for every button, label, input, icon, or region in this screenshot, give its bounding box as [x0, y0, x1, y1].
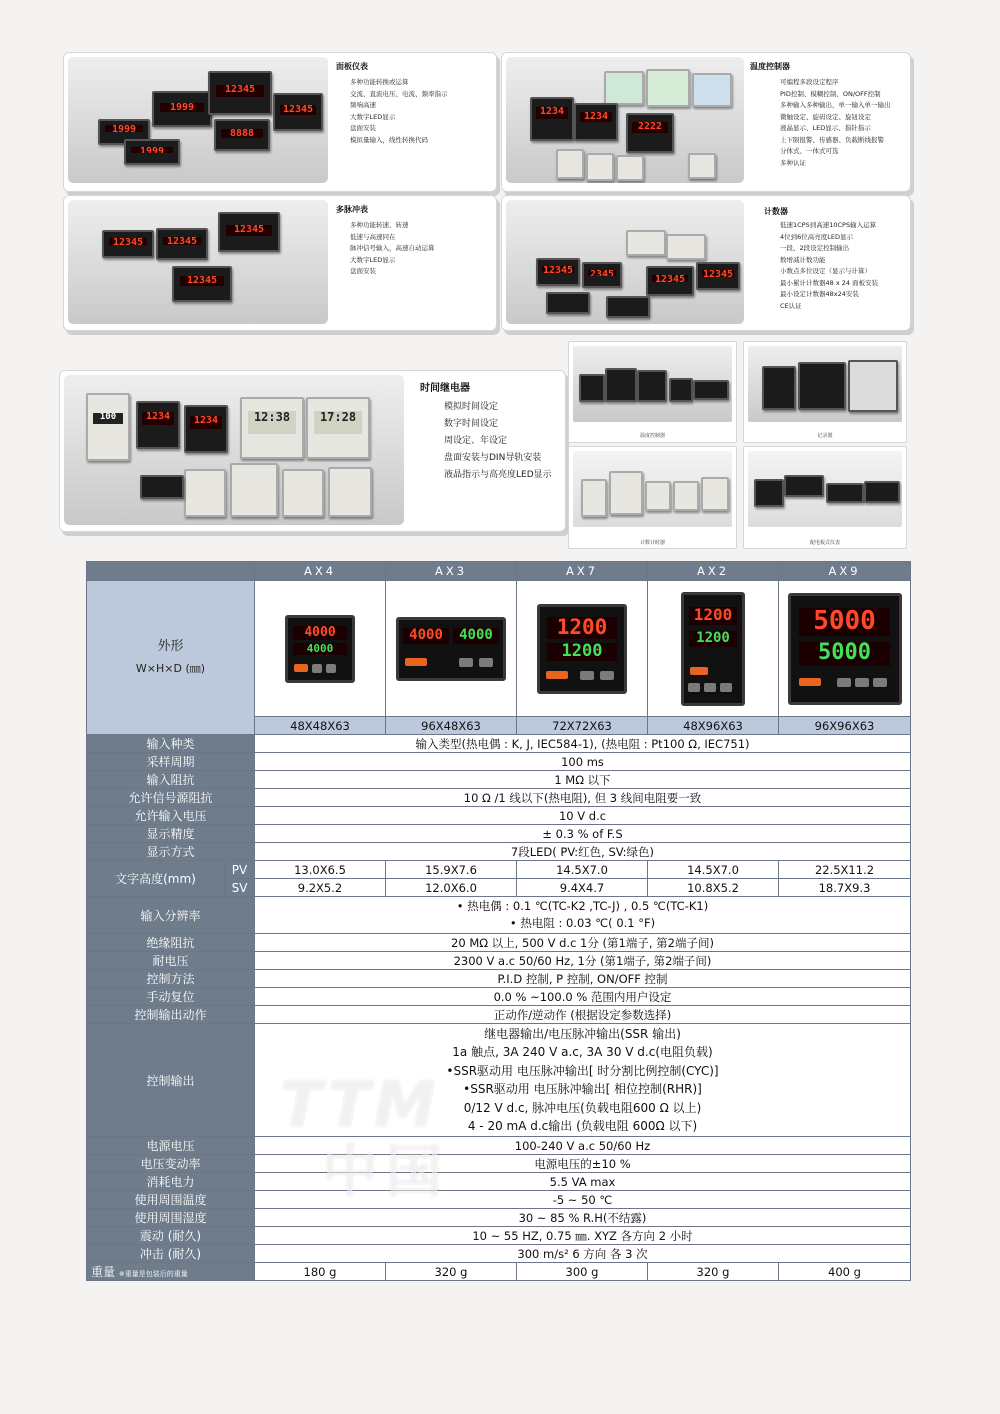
ax9-sv-display: 5000	[799, 642, 890, 666]
weight-ax2: 320 g	[648, 1263, 779, 1281]
hmi-screen	[646, 69, 690, 107]
ax4-up-button[interactable]	[326, 664, 336, 673]
resolution-line: • 热电偶 : 0.1 ℃(TC-K2 ,TC-J) , 0.5 ℃(TC-K1)	[456, 899, 709, 913]
meter-digits: 8888	[221, 129, 263, 137]
feature-line: 微触设定、旋码设定、旋钮设定	[780, 112, 871, 121]
feature-line: 周设定、年设定	[444, 436, 508, 446]
relay-device	[306, 397, 370, 459]
meter-digits: 1999	[160, 103, 205, 113]
spec-label: 使用周围湿度	[87, 1209, 255, 1227]
resolution-row	[87, 897, 911, 934]
meter-device	[152, 91, 212, 127]
counter-device	[696, 262, 740, 290]
feature-line: 数字时间设定	[444, 419, 499, 429]
feature-line: 盘面安装	[350, 267, 376, 275]
spec-row	[87, 952, 911, 970]
ax3-pv-display: 4000	[403, 628, 449, 644]
pv-height-ax3: 15.9X7.6	[386, 861, 517, 879]
spec-value: 2300 V a.c 50/60 Hz, 1分 (第1端子, 第2端子间)	[255, 952, 911, 970]
thumb-recorder	[743, 341, 907, 443]
spec-label: 震动 (耐久)	[87, 1227, 255, 1245]
spec-value: 1 MΩ 以下	[255, 771, 911, 789]
counter-device	[646, 266, 694, 296]
spec-value: 10 ~ 55 HZ, 0.75 ㎜. XYZ 各方向 2 小时	[255, 1227, 911, 1245]
ax2-down-button[interactable]	[704, 683, 716, 692]
meter-digits: 1999	[105, 125, 143, 132]
analog-timer	[230, 463, 278, 517]
multi-pulse-photo	[68, 200, 328, 324]
relay-digits: 1234	[142, 412, 174, 425]
spec-row	[87, 753, 911, 771]
pv-label: PV	[225, 861, 255, 879]
control-output-line: •SSR驱动用 电压脉冲输出[ 时分割比例控制(CYC)]	[446, 1063, 719, 1078]
pulse-device	[172, 266, 232, 302]
ax4-controller	[285, 615, 355, 683]
spec-table	[86, 561, 911, 1281]
ax7-mode-button[interactable]	[546, 671, 568, 679]
feature-line: 盘面安装与DIN导轨安装	[444, 453, 542, 463]
weight-label: 重量	[91, 1265, 116, 1279]
counter-device	[606, 296, 650, 318]
feature-line: PID控制、模糊控制、ON/OFF控制	[780, 89, 881, 98]
spec-row	[87, 1245, 911, 1263]
thumb-device	[581, 479, 607, 517]
sv-height-ax3: 12.0X6.0	[386, 879, 517, 897]
panel-meter-photo	[68, 57, 328, 183]
ax3-controller	[396, 617, 506, 681]
relay-digits: 1234	[190, 416, 222, 429]
feature-line: 最小累计计数器48 x 24 面板安装	[780, 278, 879, 287]
sv-height-ax7: 9.4X4.7	[517, 879, 648, 897]
ax4-sv-display: 4000	[293, 643, 347, 655]
spec-label: 显示方式	[87, 843, 255, 861]
counter-device	[546, 292, 590, 314]
pv-height-ax4: 13.0X6.5	[255, 861, 386, 879]
weight-ax7: 300 g	[517, 1263, 648, 1281]
spec-row	[87, 1155, 911, 1173]
weight-ax3: 320 g	[386, 1263, 517, 1281]
controller-device	[626, 113, 674, 153]
counter-device	[626, 230, 666, 256]
spec-value: 5.5 VA max	[255, 1173, 911, 1191]
multi-pulse-card	[63, 195, 497, 331]
ax9-left-button[interactable]	[837, 678, 851, 687]
control-output-value	[255, 1024, 911, 1137]
relay-lcd: 17:28	[314, 411, 362, 434]
ax7-pv-display: 1200	[547, 617, 618, 639]
thumb-photo	[573, 451, 732, 527]
char-height-pv-row	[87, 861, 911, 879]
thumb-caption: 温度控制器	[639, 433, 665, 439]
ax3-image-cell	[386, 581, 517, 717]
resolution-label: 输入分辨率	[87, 897, 255, 934]
feature-line: 多种功能转速、转速	[350, 221, 409, 229]
relay-device	[140, 475, 184, 499]
feature-line: 低速1CPS到高速10CPS输入运算	[780, 221, 877, 229]
weight-label-cell	[87, 1263, 255, 1281]
panel-meter-features	[350, 77, 448, 146]
thumb-device	[762, 366, 796, 410]
pulse-digits: 12345	[163, 237, 201, 245]
spec-label: 使用周围温度	[87, 1191, 255, 1209]
hmi-screen	[604, 71, 644, 105]
ax7-sv-display: 1200	[547, 643, 618, 661]
feature-line: 液晶显示、LED显示、指针指示	[780, 124, 871, 132]
spec-label: 允许信号源阻抗	[87, 789, 255, 807]
pulse-digits: 12345	[180, 276, 225, 286]
thumb-temp-controller	[568, 341, 737, 443]
temp-controller-title: 温度控制器	[750, 62, 790, 71]
feature-line: 液晶指示与高亮度LED显示	[444, 470, 552, 480]
multi-pulse-title: 多脉冲表	[336, 205, 368, 214]
pulse-device	[218, 212, 280, 252]
feature-line: 多种认证	[780, 158, 806, 167]
spec-value: 0.0 % ~100.0 % 范围内用户设定	[255, 988, 911, 1006]
meter-digits: 12345	[216, 85, 264, 97]
controller-digits: 1234	[536, 107, 568, 119]
counter-digits: 12345	[652, 275, 687, 283]
dial-controller	[586, 153, 614, 181]
weight-note: ※重量是包装后的重量	[118, 1270, 188, 1278]
analog-timer	[282, 469, 324, 517]
dim-ax4: 48X48X63	[255, 717, 386, 735]
outlook-sub: W×H×D (㎜)	[135, 661, 206, 675]
thumb-caption: 配电板式仪表	[809, 540, 840, 546]
spec-value: 电源电压的±10 %	[255, 1155, 911, 1173]
control-output-line: 0/12 V d.c, 脉冲电压(负载电阻600 Ω 以上)	[463, 1100, 702, 1115]
dim-ax2: 48X96X63	[648, 717, 779, 735]
spec-label: 电压变动率	[87, 1155, 255, 1173]
meter-device	[208, 71, 272, 115]
feature-line: 数增减计数功能	[780, 255, 826, 264]
spec-value: P.I.D 控制, P 控制, ON/OFF 控制	[255, 970, 911, 988]
pulse-digits: 12345	[226, 225, 272, 236]
feature-line: 多种输入多种输出，单一输入单一输出	[780, 101, 891, 109]
feature-line: 分体式、一体式可选	[780, 147, 839, 155]
thumb-device	[864, 481, 900, 503]
spec-label: 冲击 (耐久)	[87, 1245, 255, 1263]
feature-line: 大数字LED显示	[350, 255, 396, 264]
spec-row	[87, 1006, 911, 1024]
time-relay-features	[444, 399, 552, 484]
ax7-image-cell	[517, 581, 648, 717]
spec-row	[87, 807, 911, 825]
ax2-image-cell	[648, 581, 779, 717]
spec-value: 100 ms	[255, 753, 911, 771]
ax9-controller	[788, 593, 902, 705]
model-ax7: AX7	[517, 562, 648, 581]
feature-line: 低速与高速同在	[350, 232, 396, 241]
counter-digits: 12345	[542, 266, 574, 274]
pulse-device	[156, 228, 208, 260]
counter-device	[666, 234, 706, 260]
spec-label: 输入种类	[87, 735, 255, 753]
thumb-device	[848, 360, 898, 412]
thumb-device	[693, 380, 729, 400]
spec-row	[87, 771, 911, 789]
spec-label: 手动复位	[87, 988, 255, 1006]
thumb-device	[579, 374, 605, 402]
thumb-caption: 计数计时器	[639, 540, 665, 546]
control-output-line: 1a 触点, 3A 240 V a.c, 3A 30 V d.c(电阻负载)	[452, 1045, 713, 1059]
relay-lcd: 12:38	[248, 411, 296, 434]
weight-row	[87, 1263, 911, 1281]
ax4-image-cell	[255, 581, 386, 717]
feature-line: 4位到6位高亮度LED显示	[780, 232, 854, 241]
ax4-pv-display: 4000	[293, 626, 347, 640]
ax2-pv-display: 1200	[689, 607, 738, 625]
feature-line: 一段、2段设定控制输出	[780, 244, 850, 252]
feature-line: 最小设定计数器48x24安装	[780, 290, 859, 298]
thumb-device	[669, 378, 693, 402]
ax2-mode-button[interactable]	[690, 667, 708, 675]
spec-label: 采样周期	[87, 753, 255, 771]
relay-device	[184, 405, 228, 453]
panel-meter-title: 面板仪表	[336, 62, 368, 71]
time-relay-photo	[64, 375, 404, 525]
ax3-up-button[interactable]	[479, 658, 493, 667]
counter-device	[536, 258, 580, 286]
spec-value: 输入类型(热电偶 : K, J, IEC584-1), (热电阻 : Pt100 Ω, IEC751)	[255, 735, 911, 753]
feature-line: CE认证	[780, 301, 802, 310]
thumb-photo	[573, 346, 732, 422]
dial-controller	[556, 149, 584, 179]
thumb-device	[701, 477, 729, 511]
outlook-label: 外形	[157, 638, 184, 654]
dial-controller	[616, 155, 644, 181]
weight-ax9: 400 g	[779, 1263, 911, 1281]
feature-line: 模拟时间设定	[444, 402, 499, 412]
sv-height-ax4: 9.2X5.2	[255, 879, 386, 897]
model-header-row	[87, 562, 911, 581]
spec-label: 显示精度	[87, 825, 255, 843]
spec-row	[87, 1227, 911, 1245]
spec-value: 300 m/s² 6 方向 各 3 次	[255, 1245, 911, 1263]
relay-device	[136, 401, 180, 449]
ax9-mode-button[interactable]	[799, 678, 821, 686]
control-output-row	[87, 1024, 911, 1137]
counter-title: 计数器	[764, 207, 788, 216]
thumb-device	[826, 483, 864, 503]
relay-device	[86, 393, 130, 461]
panel-meter-card	[63, 52, 497, 192]
ax9-down-button[interactable]	[855, 678, 869, 687]
spec-row	[87, 970, 911, 988]
spec-label: 耐电压	[87, 952, 255, 970]
thumb-caption: 记录器	[817, 433, 833, 439]
thumb-device	[605, 368, 637, 402]
time-relay-title: 时间继电器	[420, 383, 470, 394]
meter-device	[124, 139, 180, 165]
ax3-mode-button[interactable]	[405, 658, 427, 666]
sv-height-ax9: 18.7X9.3	[779, 879, 911, 897]
thumb-device	[645, 481, 671, 511]
spec-row	[87, 1137, 911, 1155]
thumb-counter-timer	[568, 446, 737, 549]
sv-height-ax2: 10.8X5.2	[648, 879, 779, 897]
spec-value: ± 0.3 % of F.S	[255, 825, 911, 843]
ax4-down-button[interactable]	[312, 664, 322, 673]
feature-line: 小数点多位设定（显示与计算）	[780, 267, 871, 275]
feature-line: 多种功能转换或运算	[350, 78, 409, 86]
watermark-chinese: 中国	[322, 1140, 450, 1205]
ax2-controller	[681, 592, 745, 706]
model-ax2: AX2	[648, 562, 779, 581]
model-ax3: AX3	[386, 562, 517, 581]
controller-digits: 1234	[580, 112, 612, 122]
sv-label: SV	[225, 879, 255, 897]
counter-card	[501, 195, 911, 331]
temp-controller-features	[780, 77, 891, 169]
spec-value: 10 V d.c	[255, 807, 911, 825]
feature-line: 可编程多段设定程序	[780, 78, 839, 86]
feature-line: 频响高速	[350, 101, 376, 109]
ax4-mode-button[interactable]	[294, 664, 308, 672]
spec-row	[87, 934, 911, 952]
controller-device	[530, 97, 574, 141]
resolution-line: • 热电阻 : 0.03 ℃( 0.1 °F)	[509, 916, 656, 930]
controller-device	[574, 103, 618, 141]
spec-row	[87, 789, 911, 807]
feature-line: 大数字LED显示	[350, 112, 396, 121]
spec-value: 10 Ω /1 线以下(热电阻), 但 3 线间电阻要一致	[255, 789, 911, 807]
meter-device	[273, 93, 323, 131]
analog-timer	[328, 467, 372, 517]
watermark-latin: TTM	[280, 1068, 440, 1141]
weight-ax4: 180 g	[255, 1263, 386, 1281]
ax2-left-button[interactable]	[688, 683, 700, 692]
pv-height-ax7: 14.5X7.0	[517, 861, 648, 879]
model-ax4: AX4	[255, 562, 386, 581]
meter-digits: 1999	[131, 147, 173, 154]
outlook-row	[87, 581, 911, 717]
pulse-device	[102, 230, 154, 258]
meter-device	[214, 119, 270, 151]
spec-value: 20 MΩ 以上, 500 V d.c 1分 (第1端子, 第2端子间)	[255, 934, 911, 952]
spec-row	[87, 1209, 911, 1227]
feature-line: 交流、直流电压、电流、频率指示	[350, 89, 448, 98]
thumb-photo	[748, 451, 902, 527]
counter-photo	[506, 200, 744, 324]
spec-row	[87, 988, 911, 1006]
dim-ax7: 72X72X63	[517, 717, 648, 735]
outlook-label-cell	[87, 581, 255, 735]
spec-value: 100-240 V a.c 50/60 Hz	[255, 1137, 911, 1155]
thumb-device	[798, 362, 846, 410]
control-output-line: 4 - 20 mA d.c输出 (负载电阻 600Ω 以下)	[467, 1119, 698, 1133]
ax2-sv-display: 1200	[689, 631, 738, 647]
header-blank	[87, 562, 255, 581]
feature-line: 脉冲信号输入，高速自动运算	[350, 244, 435, 252]
thumb-device	[609, 471, 643, 515]
thumb-device	[754, 479, 784, 507]
char-height-label: 文字高度(mm)	[87, 861, 225, 897]
spec-value: 正动作/逆动作 (根据设定参数选择)	[255, 1006, 911, 1024]
temp-controller-card	[501, 52, 911, 192]
counter-device	[582, 262, 622, 288]
feature-line: 盘面安装	[350, 124, 376, 132]
spec-label: 绝缘阻抗	[87, 934, 255, 952]
dial-controller	[688, 153, 716, 179]
relay-digits: 100	[93, 413, 123, 425]
thumb-device	[784, 475, 824, 497]
spec-row	[87, 825, 911, 843]
hmi-screen	[692, 73, 732, 107]
spec-label: 消耗电力	[87, 1173, 255, 1191]
control-output-line: 继电器输出/电压脉冲输出(SSR 输出)	[484, 1026, 681, 1041]
controller-digits: 2222	[632, 122, 667, 133]
feature-line: 上下限报警、传感器、负载断线报警	[780, 135, 884, 144]
dim-ax3: 96X48X63	[386, 717, 517, 735]
feature-line: 模拟量输入，线性转换代码	[350, 135, 428, 144]
thumb-device	[637, 370, 667, 402]
spec-row	[87, 843, 911, 861]
resolution-value	[255, 897, 911, 934]
spec-value: 7段LED( PV:红色, SV:绿色)	[255, 843, 911, 861]
time-relay-card	[59, 370, 566, 532]
pulse-digits: 12345	[109, 238, 147, 245]
model-ax9: AX9	[779, 562, 911, 581]
counter-digits: 2345	[588, 270, 617, 277]
ax7-down-button[interactable]	[580, 671, 594, 680]
ax7-up-button[interactable]	[600, 671, 614, 680]
control-output-label: 控制输出	[87, 1024, 255, 1137]
multi-pulse-features	[350, 220, 435, 278]
relay-device	[240, 397, 304, 459]
spec-value: 30 ~ 85 % R.H(不结露)	[255, 1209, 911, 1227]
spec-label: 允许输入电压	[87, 807, 255, 825]
ax9-image-cell	[779, 581, 911, 717]
counter-features	[780, 220, 878, 312]
thumb-photo	[748, 346, 902, 422]
spec-label: 输入阻抗	[87, 771, 255, 789]
dim-ax9: 96X96X63	[779, 717, 911, 735]
spec-row	[87, 1173, 911, 1191]
spec-row	[87, 735, 911, 753]
ax9-up-button[interactable]	[873, 678, 887, 687]
counter-digits: 12345	[702, 270, 734, 278]
spec-row	[87, 1191, 911, 1209]
pv-height-ax9: 22.5X11.2	[779, 861, 911, 879]
pv-height-ax2: 14.5X7.0	[648, 861, 779, 879]
temp-controller-photo	[506, 57, 744, 183]
ax7-controller	[537, 604, 627, 694]
spec-label: 控制输出动作	[87, 1006, 255, 1024]
ax3-sv-display: 4000	[453, 628, 499, 644]
spec-label: 电源电压	[87, 1137, 255, 1155]
thumb-switchboard-meter	[743, 446, 907, 549]
analog-timer	[184, 469, 226, 517]
ax3-down-button[interactable]	[459, 658, 473, 667]
ax2-up-button[interactable]	[720, 683, 732, 692]
thumb-device	[673, 481, 699, 511]
meter-digits: 12345	[280, 105, 317, 115]
control-output-line: •SSR驱动用 电压脉冲输出[ 相位控制(RHR)]	[463, 1082, 702, 1096]
spec-label: 控制方法	[87, 970, 255, 988]
spec-value: -5 ~ 50 ℃	[255, 1191, 911, 1209]
ax9-pv-display: 5000	[799, 608, 890, 636]
